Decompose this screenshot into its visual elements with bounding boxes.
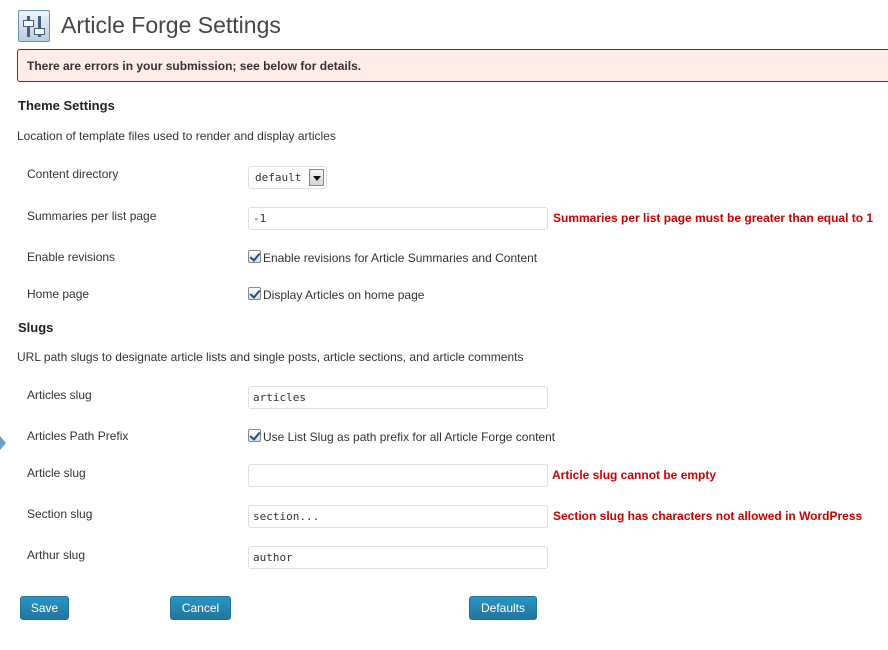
save-button[interactable]: Save bbox=[20, 596, 69, 620]
error-banner-text: There are errors in your submission; see below for details. bbox=[27, 59, 362, 73]
author-slug-input[interactable]: author bbox=[248, 546, 548, 569]
page-title: Article Forge Settings bbox=[61, 12, 281, 38]
error-banner bbox=[17, 49, 888, 82]
defaults-button[interactable]: Defaults bbox=[469, 596, 537, 620]
slugs-description: URL path slugs to designate article lists and single posts, article sections, and article comments bbox=[17, 350, 524, 364]
summaries-per-page-label: Summaries per list page bbox=[27, 209, 157, 223]
articles-path-prefix-checkbox[interactable] bbox=[248, 429, 261, 442]
section-slug-input[interactable]: section... bbox=[248, 505, 548, 528]
home-page-label: Home page bbox=[27, 287, 90, 301]
article-slug-label: Article slug bbox=[27, 466, 86, 480]
slugs-heading: Slugs bbox=[18, 320, 54, 335]
author-slug-label: Arthur slug bbox=[27, 548, 86, 562]
content-directory-select[interactable] bbox=[248, 166, 327, 189]
theme-settings-description: Location of template files used to render and display articles bbox=[17, 129, 336, 143]
articles-path-prefix-checkbox-label[interactable]: Use List Slug as path prefix for all Article Forge content bbox=[263, 430, 556, 444]
enable-revisions-checkbox-label[interactable]: Enable revisions for Article Summaries and Content bbox=[263, 251, 538, 265]
articles-slug-input[interactable]: articles bbox=[248, 386, 548, 409]
summaries-per-page-input[interactable]: -1 bbox=[248, 207, 548, 230]
home-page-checkbox[interactable] bbox=[248, 287, 261, 300]
settings-sliders-icon bbox=[18, 10, 50, 42]
content-directory-label: Content directory bbox=[27, 167, 119, 181]
chevron-down-icon[interactable] bbox=[309, 169, 324, 186]
section-slug-label: Section slug bbox=[27, 507, 93, 521]
articles-path-prefix-label: Articles Path Prefix bbox=[27, 429, 129, 443]
content-directory-value: default bbox=[255, 171, 302, 184]
cancel-button[interactable]: Cancel bbox=[170, 596, 231, 620]
enable-revisions-checkbox[interactable] bbox=[248, 250, 261, 263]
articles-slug-label: Articles slug bbox=[27, 388, 92, 402]
article-slug-input[interactable] bbox=[248, 464, 548, 487]
section-slug-error: Section slug has characters not allowed in WordPress bbox=[553, 509, 863, 523]
enable-revisions-label: Enable revisions bbox=[27, 250, 116, 264]
summaries-per-page-error: Summaries per list page must be greater than equal to 1 bbox=[553, 211, 874, 225]
theme-settings-heading: Theme Settings bbox=[18, 98, 115, 113]
home-page-checkbox-label[interactable]: Display Articles on home page bbox=[263, 288, 425, 302]
arrow-right-icon bbox=[0, 436, 6, 450]
article-slug-error: Article slug cannot be empty bbox=[552, 468, 717, 482]
